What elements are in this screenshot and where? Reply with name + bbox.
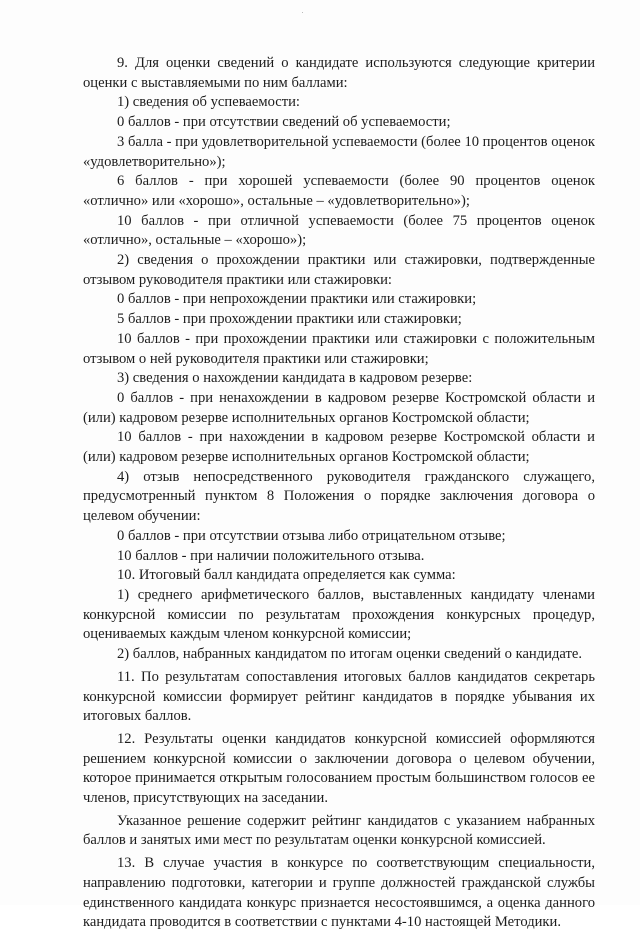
criterion-4-heading: 4) отзыв непосредственного руководителя гражданского служащего, предусмотренный пунктом 8 Положения о порядке заключения договора о целевом обучении: xyxy=(83,468,595,525)
list-item: 10 баллов - при нахождении в кадровом резерве Костромской области и (или) кадровом резерве исполнительных органов Костромской области; xyxy=(83,429,595,466)
list-item: 0 баллов - при отсутствии сведений об успеваемости; xyxy=(117,114,451,131)
paragraph-12: 12. Результаты оценки кандидатов конкурсной комиссией оформляются решением конкурсной комиссии о заключении договора о целевом обучении, которое принимается открытым голосованием простым большинством голосов ее членов, присутствующих на заседании. xyxy=(83,730,595,807)
list-item: 3 балла - при удовлетворительной успеваемости (более 10 процентов оценок «удовлетворительно»); xyxy=(83,133,595,170)
list-item: 10 баллов - при отличной успеваемости (более 75 процентов оценок «отлично», остальные – «хорошо»); xyxy=(83,212,595,249)
criterion-2-heading: 2) сведения о прохождении практики или стажировки, подтвержденные отзывом руководителя практики или стажировки: xyxy=(83,252,595,288)
list-item: 5 баллов - при прохождении практики или стажировки; xyxy=(117,311,462,328)
paragraph-decision: Указанное решение содержит рейтинг кандидатов с указанием набранных баллов и занятых ими мест по результатам оценки конкурсной комиссией. xyxy=(83,812,595,849)
list-item: 1) среднего арифметического баллов, выставленных кандидату членами конкурсной комиссии по результатам прохождения конкурсных процедур, оцениваемых каждым членом конкурсной комиссии; xyxy=(83,586,595,643)
paragraph-13: 13. В случае участия в конкурсе по соответствующим специальности, направлению подготовки, категории и группе должностей гражданской службы единственного кандидата конкурс признается несостоявшимся, а оценка данного кандидата проводится в соответствии с пунктами 4-10 настоящей Методики. xyxy=(83,855,595,931)
list-item: 6 баллов - при хорошей успеваемости (более 90 процентов оценок «отлично» или «хорошо», остальные – «удовлетворительно»); xyxy=(83,173,595,209)
criterion-1-heading: 1) сведения об успеваемости: xyxy=(117,94,300,111)
document-body xyxy=(83,54,595,933)
list-item: 10 баллов - при прохождении практики или стажировки с положительным отзывом о ней руководителя практики или стажировки; xyxy=(83,330,595,367)
scan-artifact xyxy=(302,12,303,13)
paragraph-10: 10. Итоговый балл кандидата определяется как сумма: xyxy=(117,567,456,584)
list-item: 0 баллов - при непрохождении практики или стажировки; xyxy=(117,291,477,308)
paragraph-9: 9. Для оценки сведений о кандидате используются следующие критерии оценки с выставляемыми по ним баллами: xyxy=(83,55,595,91)
list-item: 2) баллов, набранных кандидатом по итогам оценки сведений о кандидате. xyxy=(117,646,582,663)
list-item: 0 баллов - при ненахождении в кадровом резерве Костромской области и (или) кадровом резерве исполнительных органов Костромской области; xyxy=(83,389,595,426)
list-item: 10 баллов - при наличии положительного отзыва. xyxy=(117,547,425,564)
paragraph-11: 11. По результатам сопоставления итоговых баллов кандидатов секретарь конкурсной комиссии формирует рейтинг кандидатов в порядке убывания их итоговых баллов. xyxy=(83,668,595,725)
criterion-3-heading: 3) сведения о нахождении кандидата в кадровом резерве: xyxy=(117,370,473,387)
list-item: 0 баллов - при отсутствии отзыва либо отрицательном отзыве; xyxy=(117,527,506,544)
